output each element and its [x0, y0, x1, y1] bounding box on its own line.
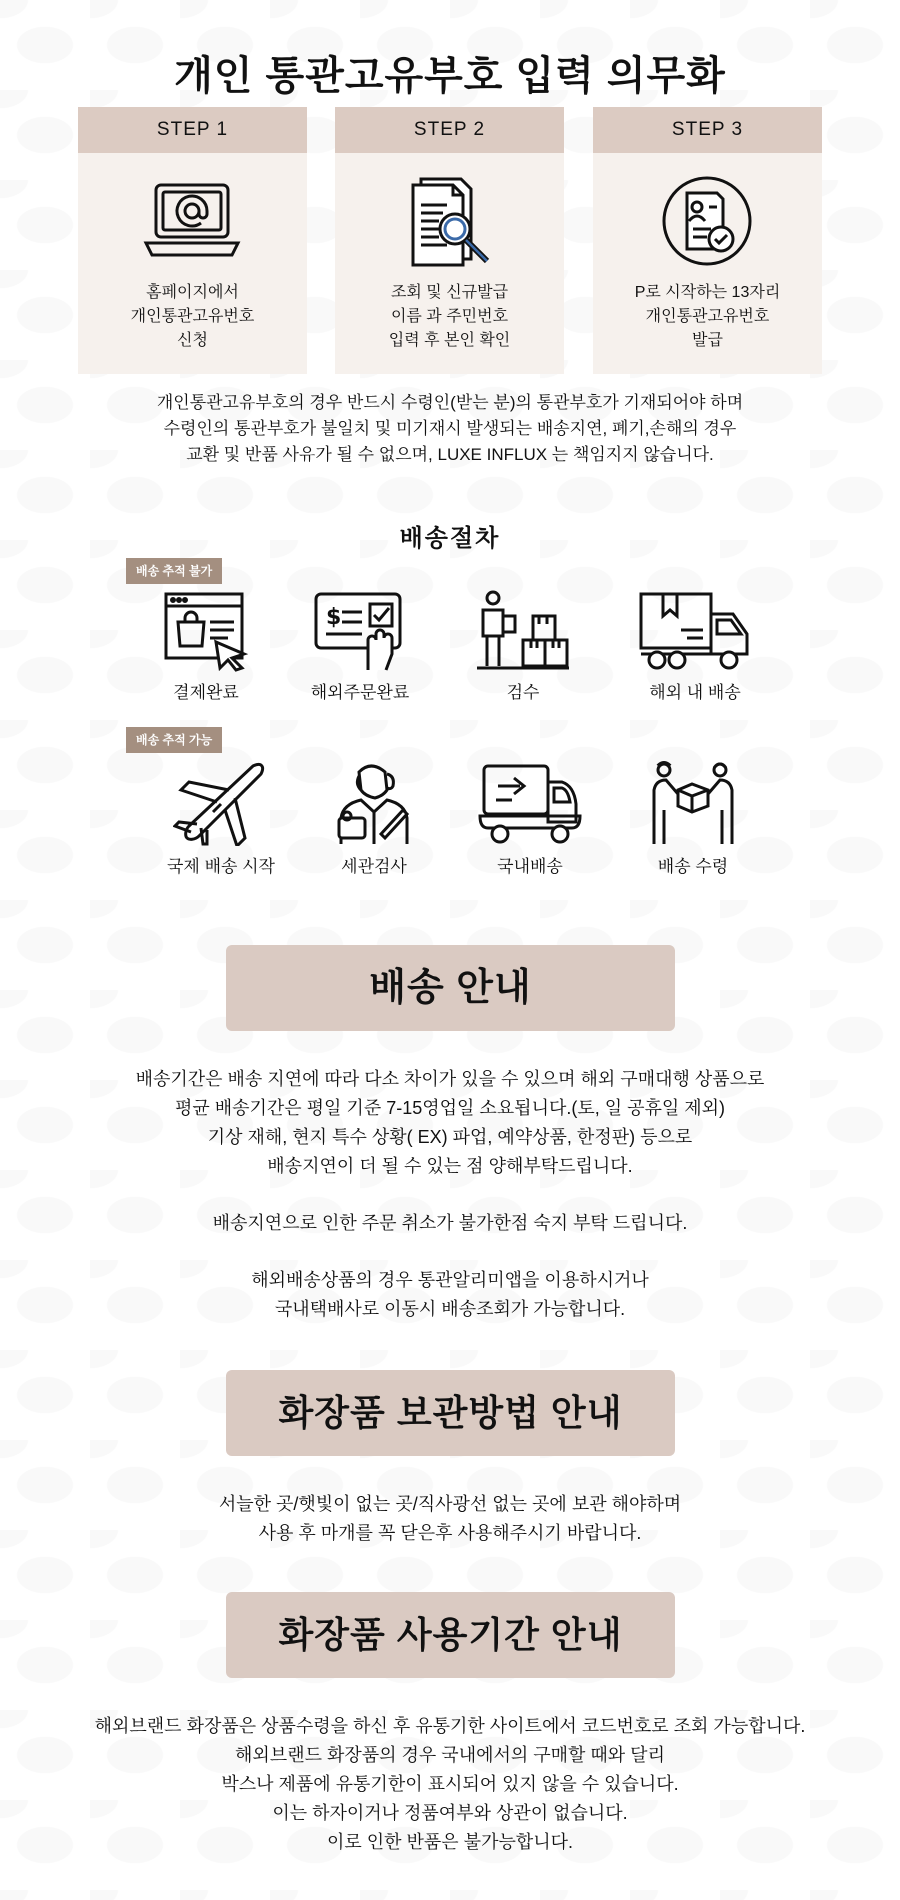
- document-magnifier-icon: [399, 171, 499, 271]
- step-card-2: [335, 107, 564, 374]
- svg-text:$: $: [326, 605, 342, 630]
- shipping-text: 배송기간은 배송 지연에 따라 다소 차이가 있을 수 있으며 해외 구매대행 상품으로 평균 배송기간은 평일 기준 7-15영업일 소요됩니다.(토, 일 공휴일 제외) 기상 재해, 현지 특수 상황( EX) 파업, 예약상품, 한정판) 등으로 배송지연이 더 될 수 있는 점 양해부탁드립니다. 배송지연으로 인한 주문 취소가 불가한점 숙지 부탁 드립니다. 해외배송상품의 경우 통관알리미앱을 이용하시거나 국내택배사로 이동시 배송조회가 가능합니다.: [135, 1069, 765, 1319]
- notice-text: 개인통관고유부호의 경우 반드시 수령인(받는 분)의 통관부호가 기재되어야 하며 수령인의 통관부호가 불일치 및 미기재시 발생되는 배송지연, 폐기,손해의 경우 교환 및 반품 사유가 될 수 없으며, LUXE INFLUX 는 책임지지 않습니다.: [156, 393, 744, 464]
- step-description: P로 시작하는 13자리 개인통관고유번호 발급: [634, 284, 781, 349]
- storage-heading: 화장품 보관방법 안내: [226, 1370, 675, 1456]
- process-step-payment: [121, 590, 291, 703]
- process-title: 배송절차: [399, 525, 501, 552]
- page-title: 개인 통관고유부호 입력 의무화: [174, 54, 726, 98]
- process-step-local-shipping: [610, 590, 780, 703]
- process-label: 해외주문완료: [310, 683, 410, 702]
- shipping-heading: 배송 안내: [226, 945, 675, 1031]
- step-card-1: [78, 107, 307, 374]
- process-step-overseas-order: [275, 590, 445, 703]
- inspector-boxes-icon: [475, 590, 571, 672]
- tag-untrackable: 배송 추적 불가: [126, 558, 222, 584]
- step-label: STEP 3: [593, 107, 822, 153]
- usage-heading: 화장품 사용기간 안내: [226, 1592, 675, 1678]
- truck-icon: [637, 590, 753, 672]
- process-label: 해외 내 배송: [649, 683, 741, 702]
- process-label: 세관검사: [341, 857, 407, 876]
- tag-trackable: 배송 추적 가능: [126, 727, 222, 753]
- step-label: STEP 2: [335, 107, 564, 153]
- airplane-icon: [173, 760, 269, 846]
- process-label: 국제 배송 시작: [167, 857, 275, 876]
- process-step-inspection: [438, 590, 608, 703]
- process-step-international: [136, 760, 306, 877]
- order-screen-hand-icon: [312, 590, 408, 672]
- step-description: 조회 및 신규발급 이름 과 주민번호 입력 후 본인 확인: [388, 284, 511, 349]
- usage-text: 해외브랜드 화장품은 상품수령을 하신 후 유통기한 사이트에서 코드번호로 조회 가능합니다. 해외브랜드 화장품의 경우 국내에서의 구매할 때와 달리 박스나 제품에 유통기한이 표시되어 있지 않을 수 있습니다. 이는 하자이거나 정품여부와 상관이 없습니다. 이로 인한 반품은 불가능합니다.: [94, 1716, 806, 1852]
- browser-cart-icon: [158, 590, 254, 672]
- storage-text: 서늘한 곳/햇빛이 없는 곳/직사광선 없는 곳에 보관 해야하며 사용 후 마개를 꼭 닫은후 사용해주시기 바랍니다.: [218, 1494, 682, 1543]
- process-label: 결제완료: [173, 683, 239, 702]
- process-step-customs: [289, 760, 459, 877]
- id-badge-check-icon: [657, 171, 757, 271]
- laptop-at-icon: [142, 171, 242, 271]
- delivery-van-icon: [478, 760, 582, 846]
- package-handover-icon: [648, 760, 738, 846]
- process-step-received: [608, 760, 778, 877]
- step-label: STEP 1: [78, 107, 307, 153]
- process-label: 배송 수령: [657, 857, 729, 876]
- process-label: 검수: [506, 683, 540, 702]
- customs-officer-icon: [331, 760, 417, 846]
- process-label: 국내배송: [497, 857, 563, 876]
- process-step-domestic: [445, 760, 615, 877]
- step-description: 홈페이지에서 개인통관고유번호 신청: [130, 284, 255, 349]
- step-card-3: [593, 107, 822, 374]
